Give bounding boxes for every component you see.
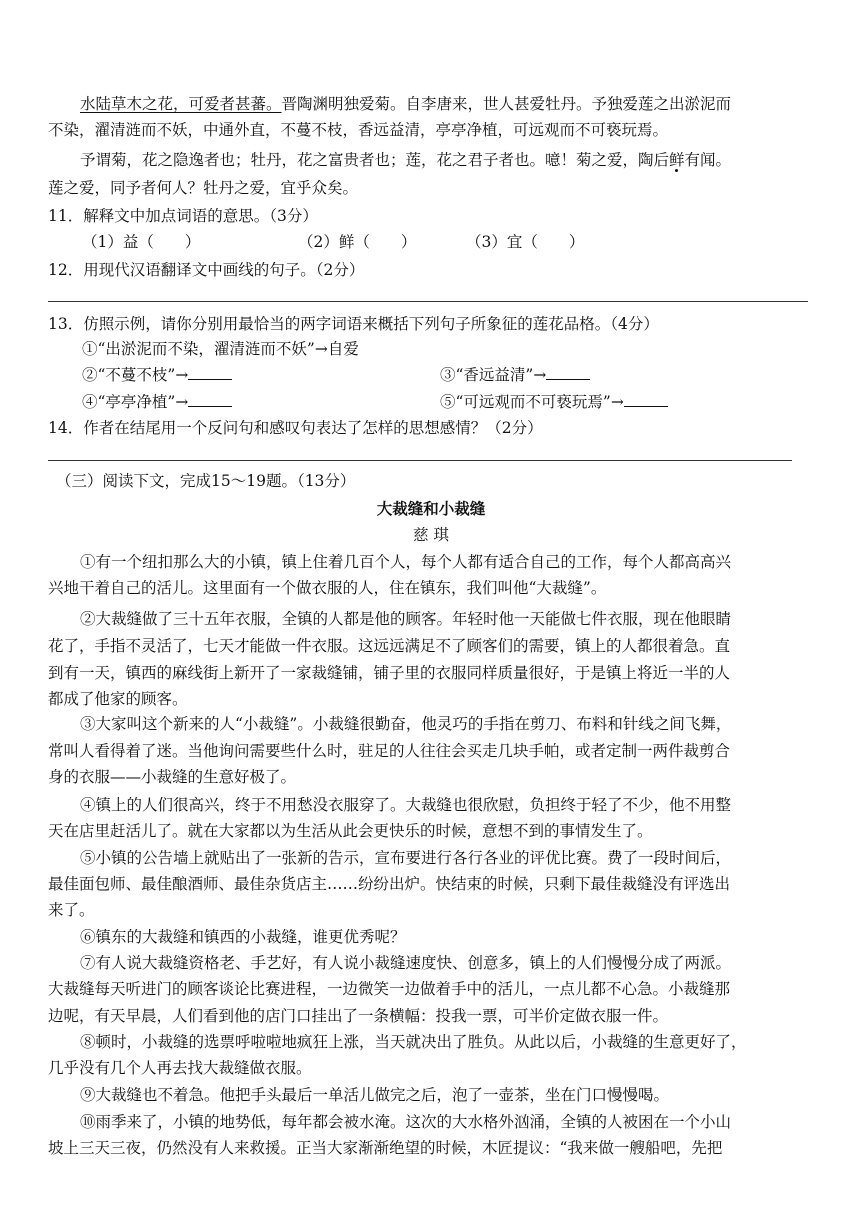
q13-item-2-text: ②“不蔓不枝”→ xyxy=(82,366,189,384)
q11-item-1: （1）益（ ） xyxy=(82,233,201,251)
story-line: ⑥镇东的大裁缝和镇西的小裁缝，谁更优秀呢？ xyxy=(80,928,406,946)
story-line: 边呢，有天早晨，人们看到他的店门口挂出了一条横幅：投我一票，可半价定做衣服一件。 xyxy=(48,1007,669,1025)
story-line: 花了，手指不灵活了，七天才能做一件衣服。这远远满足不了顾客们的需要，镇上的人都很着急。直 xyxy=(48,637,731,655)
story-line: ⑨大裁缝也不着急。他把手头最后一单活儿做完之后，泡了一壶茶，坐在门口慢慢喝。 xyxy=(80,1086,670,1104)
answer-line[interactable] xyxy=(48,460,792,461)
passage-para-2 xyxy=(48,147,846,173)
q13-item-4-text: ④“亭亭净植”→ xyxy=(82,393,189,411)
question-13-stem: 13．仿照示例，请你分别用最恰当的两字词语来概括下列句子所象征的莲花品格。（4分） xyxy=(48,315,659,333)
story-line: ⑩雨季来了，小镇的地势低，每年都会被水淹。这次的大水格外汹涌，全镇的人被困在一个小山 xyxy=(80,1113,732,1131)
q13-item-5 xyxy=(440,389,668,415)
story-author: 慈 琪 xyxy=(413,526,449,544)
q13-item-3 xyxy=(440,362,590,388)
q13-item-5-text: ⑤“可远观而不可亵玩焉”→ xyxy=(440,393,624,411)
question-11-stem: 11．解释文中加点词语的意思。（3分） xyxy=(48,207,318,225)
underlined-sentence: 水陆草木之花，可爱者甚蕃。 xyxy=(80,95,282,113)
answer-blank[interactable] xyxy=(624,392,668,407)
passage-para-1 xyxy=(48,91,846,117)
story-line: 来了。 xyxy=(48,901,95,919)
q13-item-4 xyxy=(82,389,232,415)
q13-example: ①“出淤泥而不染，濯清涟而不妖”→自爱 xyxy=(82,340,359,358)
passage-text: 有闻。 xyxy=(684,151,732,169)
story-line: ⑧顿时，小裁缝的选票呼啦啦地疯狂上涨，当天就决出了胜负。从此以后，小裁缝的生意更好了， xyxy=(80,1033,747,1051)
passage-line: 莲之爱，同予者何人？牡丹之爱，宜乎众矣。 xyxy=(48,179,359,197)
section-3-heading: （三）阅读下文，完成15～19题。（13分） xyxy=(56,472,356,490)
question-12-stem: 12．用现代汉语翻译文中画线的句子。（2分） xyxy=(48,261,365,279)
answer-line[interactable] xyxy=(48,301,808,302)
answer-blank[interactable] xyxy=(546,365,590,380)
dotted-word: 鲜 xyxy=(669,151,685,169)
passage-text: 予谓菊，花之隐逸者也；牡丹，花之富贵者也；莲，花之君子者也。噫！菊之爱，陶后 xyxy=(80,151,670,169)
answer-blank[interactable] xyxy=(188,365,232,380)
story-line: 天在店里赶活儿了。就在大家都以为生活从此会更快乐的时候，意想不到的事情发生了。 xyxy=(48,822,653,840)
story-title: 大裁缝和小裁缝 xyxy=(376,500,486,518)
story-line: ③大家叫这个新来的人“小裁缝”。小裁缝很勤奋，他灵巧的手指在剪刀、布料和针线之间飞舞， xyxy=(80,715,732,733)
story-line: 身的衣服——小裁缝的生意好极了。 xyxy=(48,768,297,786)
story-line: 几乎没有几个人再去找大裁缝做衣服。 xyxy=(48,1059,312,1077)
passage-text: 晋陶渊明独爱菊。自李唐来，世人甚爱牡丹。予独爱莲之出淤泥而 xyxy=(281,95,732,113)
q11-item-2: （2）鲜（ ） xyxy=(298,233,417,251)
q11-item-3: （3）宜（ ） xyxy=(466,233,585,251)
answer-blank[interactable] xyxy=(188,392,232,407)
q13-item-2 xyxy=(82,362,232,388)
story-line: ⑤小镇的公告墙上就贴出了一张新的告示，宣布要进行各行各业的评优比赛。费了一段时间后， xyxy=(80,849,732,867)
story-line: 常叫人看得着了迷。当他询问需要些什么时，驻足的人往往会买走几块手帕，或者定制一两件裁剪合 xyxy=(48,742,731,760)
story-line: 坡上三天三夜，仍然没有人来救援。正当大家渐渐绝望的时候，木匠提议：“我来做一艘船吧，先把 xyxy=(48,1139,723,1157)
passage-line: 不染，濯清涟而不妖，中通外直，不蔓不枝，香远益清，亭亭净植，可远观而不可亵玩焉。 xyxy=(48,121,669,139)
story-line: ①有一个纽扣那么大的小镇，镇上住着几百个人，每个人都有适合自己的工作，每个人都高高兴 xyxy=(80,553,732,571)
q13-item-3-text: ③“香远益清”→ xyxy=(440,366,547,384)
story-line: 都成了他家的顾客。 xyxy=(48,690,188,708)
story-line: 兴地干着自己的活儿。这里面有一个做衣服的人，住在镇东，我们叫他“大裁缝”。 xyxy=(48,579,607,597)
story-line: 大裁缝每天听进门的顾客谈论比赛进程，一边微笑一边做着手中的活儿，一点儿都不心急。小裁缝那 xyxy=(48,980,731,998)
story-line: ④镇上的人们很高兴，终于不用愁没衣服穿了。大裁缝也很欣慰，负担终于轻了不少，他不用整 xyxy=(80,796,732,814)
question-14-stem: 14．作者在结尾用一个反问句和感叹句表达了怎样的思想感情？（2分） xyxy=(48,419,543,437)
story-line: ②大裁缝做了三十五年衣服，全镇的人都是他的顾客。年轻时他一天能做七件衣服，现在他眼睛 xyxy=(80,610,732,628)
story-line: 到有一天，镇西的麻线街上新开了一家裁缝铺，铺子里的衣服同样质量很好，于是镇上将近一半的人 xyxy=(48,664,731,682)
story-line: ⑦有人说大裁缝资格老、手艺好，有人说小裁缝速度快、创意多，镇上的人们慢慢分成了两派。 xyxy=(80,954,732,972)
story-line: 最佳面包师、最佳酿酒师、最佳杂货店主……纷纷出炉。快结束的时候，只剩下最佳裁缝没有评选出 xyxy=(48,875,731,893)
